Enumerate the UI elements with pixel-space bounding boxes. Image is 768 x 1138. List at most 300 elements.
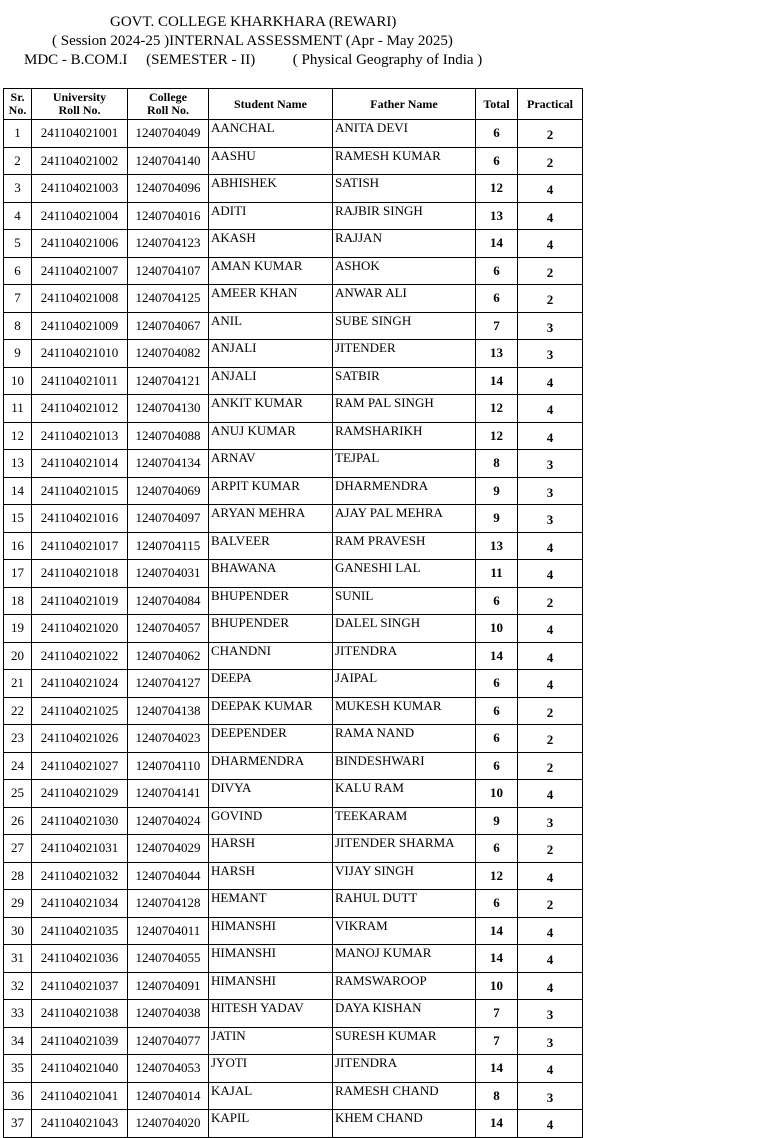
father-name-cell: DALEL SINGH [333, 615, 476, 643]
student-name-cell: ABHISHEK [209, 175, 333, 203]
table-row [4, 422, 583, 450]
total-cell: 12 [476, 395, 518, 423]
father-name-cell: DHARMENDRA [333, 477, 476, 505]
total-cell: 6 [476, 752, 518, 780]
college-roll-cell: 1240704069 [128, 477, 209, 505]
university-roll-cell: 241104021017 [32, 532, 128, 560]
sr-no-cell: 32 [4, 972, 32, 1000]
university-roll-cell: 241104021018 [32, 560, 128, 588]
total-cell: 10 [476, 615, 518, 643]
college-roll-cell: 1240704130 [128, 395, 209, 423]
university-roll-cell: 241104021029 [32, 780, 128, 808]
student-name-cell: CHANDNI [209, 642, 333, 670]
father-name-cell: VIJAY SINGH [333, 862, 476, 890]
sr-no-cell: 37 [4, 1110, 32, 1138]
father-name-cell: ANITA DEVI [333, 120, 476, 148]
father-name-cell: RAMA NAND [333, 725, 476, 753]
total-cell: 14 [476, 230, 518, 258]
table-body [4, 120, 583, 1138]
student-name-cell: HIMANSHI [209, 945, 333, 973]
total-cell: 9 [476, 807, 518, 835]
total-cell: 13 [476, 202, 518, 230]
table-row [4, 257, 583, 285]
total-header: Total [476, 89, 518, 120]
total-cell: 6 [476, 725, 518, 753]
total-cell: 6 [476, 835, 518, 863]
practical-cell: 3 [518, 340, 583, 368]
father-name-cell: RAMSWAROOP [333, 972, 476, 1000]
sr-no-cell: 11 [4, 395, 32, 423]
total-cell: 6 [476, 587, 518, 615]
practical-cell: 2 [518, 697, 583, 725]
university-roll-cell: 241104021004 [32, 202, 128, 230]
student-name-cell: AANCHAL [209, 120, 333, 148]
sr-no-cell: 34 [4, 1027, 32, 1055]
college-roll-cell: 1240704128 [128, 890, 209, 918]
sr-no-cell: 25 [4, 780, 32, 808]
total-cell: 6 [476, 120, 518, 148]
table-row [4, 1110, 583, 1138]
table-row [4, 147, 583, 175]
university-roll-cell: 241104021020 [32, 615, 128, 643]
student-name-cell: DEEPA [209, 670, 333, 698]
student-name-cell: BHUPENDER [209, 615, 333, 643]
sr-no-cell: 18 [4, 587, 32, 615]
table-row [4, 670, 583, 698]
student-name-cell: AASHU [209, 147, 333, 175]
sr-no-cell: 31 [4, 945, 32, 973]
father-name-cell: RAHUL DUTT [333, 890, 476, 918]
father-name-cell: RAJJAN [333, 230, 476, 258]
table-row [4, 642, 583, 670]
practical-cell: 2 [518, 257, 583, 285]
table-row [4, 175, 583, 203]
table-row [4, 560, 583, 588]
father-name-cell: DAYA KISHAN [333, 1000, 476, 1028]
total-cell: 14 [476, 1110, 518, 1138]
college-roll-cell: 1240704125 [128, 285, 209, 313]
college-roll-cell: 1240704091 [128, 972, 209, 1000]
university-roll-cell: 241104021019 [32, 587, 128, 615]
father-name-cell: RAM PAL SINGH [333, 395, 476, 423]
total-cell: 8 [476, 450, 518, 478]
practical-cell: 2 [518, 752, 583, 780]
student-name-cell: KAPIL [209, 1110, 333, 1138]
sr-no-cell: 1 [4, 120, 32, 148]
practical-cell: 3 [518, 312, 583, 340]
practical-cell: 4 [518, 1055, 583, 1083]
practical-cell: 3 [518, 1000, 583, 1028]
university-roll-cell: 241104021038 [32, 1000, 128, 1028]
father-name-cell: SATISH [333, 175, 476, 203]
father-name-cell: RAMSHARIKH [333, 422, 476, 450]
college-roll-cell: 1240704110 [128, 752, 209, 780]
sr-no-cell: 14 [4, 477, 32, 505]
table-row [4, 505, 583, 533]
total-cell: 7 [476, 1027, 518, 1055]
university-roll-cell: 241104021003 [32, 175, 128, 203]
total-cell: 13 [476, 340, 518, 368]
father-name-cell: RAM PRAVESH [333, 532, 476, 560]
total-cell: 7 [476, 312, 518, 340]
student-name-header: Student Name [209, 89, 333, 120]
father-name-cell: SUNIL [333, 587, 476, 615]
sr-no-cell: 27 [4, 835, 32, 863]
university-roll-cell: 241104021030 [32, 807, 128, 835]
sr-no-cell: 7 [4, 285, 32, 313]
university-roll-cell: 241104021024 [32, 670, 128, 698]
practical-cell: 4 [518, 945, 583, 973]
table-row [4, 807, 583, 835]
student-name-cell: ARNAV [209, 450, 333, 478]
college-roll-cell: 1240704127 [128, 670, 209, 698]
sr-no-cell: 9 [4, 340, 32, 368]
university-roll-cell: 241104021037 [32, 972, 128, 1000]
student-name-cell: DIVYA [209, 780, 333, 808]
sr-no-cell: 30 [4, 917, 32, 945]
university-roll-cell: 241104021013 [32, 422, 128, 450]
college-roll-cell: 1240704057 [128, 615, 209, 643]
father-name-cell: BINDESHWARI [333, 752, 476, 780]
sr-no-cell: 21 [4, 670, 32, 698]
student-name-cell: ANKIT KUMAR [209, 395, 333, 423]
university-roll-cell: 241104021014 [32, 450, 128, 478]
practical-cell: 4 [518, 532, 583, 560]
student-name-cell: HARSH [209, 835, 333, 863]
practical-cell: 2 [518, 835, 583, 863]
table-row [4, 1027, 583, 1055]
table-row [4, 752, 583, 780]
total-cell: 12 [476, 422, 518, 450]
student-name-cell: JYOTI [209, 1055, 333, 1083]
assessment-title: ( Session 2024-25 )INTERNAL ASSESSMENT (Apr - May 2025) [52, 33, 453, 49]
student-name-cell: ANJALI [209, 367, 333, 395]
college-roll-cell: 1240704097 [128, 505, 209, 533]
university-roll-cell: 241104021022 [32, 642, 128, 670]
sr-no-cell: 2 [4, 147, 32, 175]
college-roll-cell: 1240704115 [128, 532, 209, 560]
table-row [4, 532, 583, 560]
sr-no-cell: 33 [4, 1000, 32, 1028]
sr-no-header: Sr. No. [4, 89, 32, 120]
father-name-cell: VIKRAM [333, 917, 476, 945]
father-name-cell: SURESH KUMAR [333, 1027, 476, 1055]
total-cell: 14 [476, 945, 518, 973]
college-roll-cell: 1240704096 [128, 175, 209, 203]
total-cell: 6 [476, 890, 518, 918]
university-roll-cell: 241104021040 [32, 1055, 128, 1083]
student-name-cell: ANIL [209, 312, 333, 340]
university-roll-cell: 241104021036 [32, 945, 128, 973]
practical-cell: 4 [518, 367, 583, 395]
sr-no-cell: 8 [4, 312, 32, 340]
sr-no-cell: 19 [4, 615, 32, 643]
total-cell: 6 [476, 670, 518, 698]
table-row [4, 477, 583, 505]
sr-no-cell: 35 [4, 1055, 32, 1083]
practical-cell: 2 [518, 120, 583, 148]
table-row [4, 587, 583, 615]
college-roll-cell: 1240704024 [128, 807, 209, 835]
university-roll-cell: 241104021016 [32, 505, 128, 533]
sr-no-cell: 23 [4, 725, 32, 753]
university-roll-cell: 241104021026 [32, 725, 128, 753]
total-cell: 13 [476, 532, 518, 560]
sr-no-cell: 28 [4, 862, 32, 890]
total-cell: 12 [476, 862, 518, 890]
college-roll-cell: 1240704084 [128, 587, 209, 615]
table-row [4, 780, 583, 808]
total-cell: 7 [476, 1000, 518, 1028]
student-name-cell: HARSH [209, 862, 333, 890]
university-roll-header: University Roll No. [32, 89, 128, 120]
student-name-cell: BHAWANA [209, 560, 333, 588]
practical-cell: 2 [518, 147, 583, 175]
sr-no-cell: 15 [4, 505, 32, 533]
college-roll-cell: 1240704121 [128, 367, 209, 395]
practical-header: Practical [518, 89, 583, 120]
father-name-cell: RAMESH KUMAR [333, 147, 476, 175]
college-roll-cell: 1240704023 [128, 725, 209, 753]
practical-cell: 2 [518, 890, 583, 918]
sr-no-cell: 5 [4, 230, 32, 258]
father-name-cell: SATBIR [333, 367, 476, 395]
student-name-cell: BHUPENDER [209, 587, 333, 615]
student-name-cell: BALVEER [209, 532, 333, 560]
university-roll-cell: 241104021001 [32, 120, 128, 148]
university-roll-cell: 241104021002 [32, 147, 128, 175]
table-header-row [4, 89, 583, 120]
student-name-cell: DEEPAK KUMAR [209, 697, 333, 725]
father-name-cell: MUKESH KUMAR [333, 697, 476, 725]
sr-no-cell: 16 [4, 532, 32, 560]
sr-no-cell: 13 [4, 450, 32, 478]
university-roll-cell: 241104021015 [32, 477, 128, 505]
father-name-cell: AJAY PAL MEHRA [333, 505, 476, 533]
college-roll-cell: 1240704107 [128, 257, 209, 285]
student-name-cell: AKASH [209, 230, 333, 258]
course-subtitle: MDC - B.COM.I (SEMESTER - II) ( Physical Geography of India ) [24, 52, 483, 68]
student-name-cell: KAJAL [209, 1082, 333, 1110]
table-row [4, 972, 583, 1000]
father-name-header: Father Name [333, 89, 476, 120]
college-roll-cell: 1240704014 [128, 1082, 209, 1110]
practical-cell: 4 [518, 422, 583, 450]
practical-cell: 4 [518, 395, 583, 423]
student-name-cell: ANJALI [209, 340, 333, 368]
sr-no-cell: 36 [4, 1082, 32, 1110]
father-name-cell: TEJPAL [333, 450, 476, 478]
father-name-cell: TEEKARAM [333, 807, 476, 835]
student-name-cell: DEEPENDER [209, 725, 333, 753]
sr-no-cell: 20 [4, 642, 32, 670]
university-roll-cell: 241104021039 [32, 1027, 128, 1055]
father-name-cell: JITENDER [333, 340, 476, 368]
student-name-cell: DHARMENDRA [209, 752, 333, 780]
college-roll-cell: 1240704011 [128, 917, 209, 945]
total-cell: 8 [476, 1082, 518, 1110]
student-name-cell: ARPIT KUMAR [209, 477, 333, 505]
father-name-cell: ASHOK [333, 257, 476, 285]
sr-no-cell: 22 [4, 697, 32, 725]
table-row [4, 1082, 583, 1110]
college-roll-cell: 1240704123 [128, 230, 209, 258]
practical-cell: 2 [518, 587, 583, 615]
table-row [4, 1000, 583, 1028]
university-roll-cell: 241104021032 [32, 862, 128, 890]
table-row [4, 312, 583, 340]
table-row [4, 862, 583, 890]
college-roll-cell: 1240704044 [128, 862, 209, 890]
university-roll-cell: 241104021031 [32, 835, 128, 863]
practical-cell: 2 [518, 285, 583, 313]
student-name-cell: HEMANT [209, 890, 333, 918]
student-name-cell: ARYAN MEHRA [209, 505, 333, 533]
college-roll-cell: 1240704053 [128, 1055, 209, 1083]
practical-cell: 4 [518, 780, 583, 808]
university-roll-cell: 241104021025 [32, 697, 128, 725]
table-row [4, 1055, 583, 1083]
total-cell: 10 [476, 780, 518, 808]
practical-cell: 4 [518, 175, 583, 203]
table-row [4, 230, 583, 258]
sr-no-cell: 26 [4, 807, 32, 835]
total-cell: 12 [476, 175, 518, 203]
college-roll-cell: 1240704140 [128, 147, 209, 175]
college-roll-cell: 1240704055 [128, 945, 209, 973]
college-roll-cell: 1240704067 [128, 312, 209, 340]
practical-cell: 4 [518, 670, 583, 698]
table-row [4, 395, 583, 423]
table-row [4, 917, 583, 945]
university-roll-cell: 241104021009 [32, 312, 128, 340]
college-roll-cell: 1240704016 [128, 202, 209, 230]
college-roll-cell: 1240704020 [128, 1110, 209, 1138]
table-row [4, 615, 583, 643]
college-roll-cell: 1240704082 [128, 340, 209, 368]
father-name-cell: JITENDER SHARMA [333, 835, 476, 863]
student-name-cell: ANUJ KUMAR [209, 422, 333, 450]
sr-no-cell: 29 [4, 890, 32, 918]
practical-cell: 4 [518, 202, 583, 230]
father-name-cell: GANESHI LAL [333, 560, 476, 588]
college-roll-cell: 1240704134 [128, 450, 209, 478]
total-cell: 9 [476, 477, 518, 505]
college-roll-cell: 1240704062 [128, 642, 209, 670]
practical-cell: 2 [518, 725, 583, 753]
practical-cell: 4 [518, 642, 583, 670]
table-row [4, 285, 583, 313]
student-name-cell: ADITI [209, 202, 333, 230]
total-cell: 6 [476, 257, 518, 285]
sr-no-cell: 10 [4, 367, 32, 395]
table-row [4, 450, 583, 478]
university-roll-cell: 241104021041 [32, 1082, 128, 1110]
total-cell: 14 [476, 1055, 518, 1083]
practical-cell: 3 [518, 505, 583, 533]
father-name-cell: RAMESH CHAND [333, 1082, 476, 1110]
total-cell: 14 [476, 917, 518, 945]
practical-cell: 4 [518, 1110, 583, 1138]
practical-cell: 3 [518, 477, 583, 505]
college-roll-cell: 1240704141 [128, 780, 209, 808]
sr-no-cell: 4 [4, 202, 32, 230]
practical-cell: 3 [518, 450, 583, 478]
practical-cell: 3 [518, 1027, 583, 1055]
father-name-cell: RAJBIR SINGH [333, 202, 476, 230]
table-row [4, 202, 583, 230]
practical-cell: 4 [518, 230, 583, 258]
table-row [4, 890, 583, 918]
practical-cell: 3 [518, 1082, 583, 1110]
university-roll-cell: 241104021011 [32, 367, 128, 395]
college-roll-cell: 1240704038 [128, 1000, 209, 1028]
college-roll-cell: 1240704049 [128, 120, 209, 148]
college-roll-cell: 1240704031 [128, 560, 209, 588]
college-roll-cell: 1240704077 [128, 1027, 209, 1055]
university-roll-cell: 241104021012 [32, 395, 128, 423]
table-row [4, 945, 583, 973]
student-name-cell: HIMANSHI [209, 972, 333, 1000]
college-roll-cell: 1240704088 [128, 422, 209, 450]
university-roll-cell: 241104021035 [32, 917, 128, 945]
college-roll-cell: 1240704029 [128, 835, 209, 863]
total-cell: 6 [476, 285, 518, 313]
student-name-cell: HITESH YADAV [209, 1000, 333, 1028]
table-row [4, 120, 583, 148]
father-name-cell: JITENDRA [333, 1055, 476, 1083]
college-roll-header: College Roll No. [128, 89, 209, 120]
university-roll-cell: 241104021043 [32, 1110, 128, 1138]
table-row [4, 367, 583, 395]
college-roll-cell: 1240704138 [128, 697, 209, 725]
father-name-cell: JITENDRA [333, 642, 476, 670]
marks-table [3, 88, 583, 1138]
university-roll-cell: 241104021027 [32, 752, 128, 780]
total-cell: 14 [476, 367, 518, 395]
student-name-cell: HIMANSHI [209, 917, 333, 945]
total-cell: 6 [476, 147, 518, 175]
student-name-cell: GOVIND [209, 807, 333, 835]
practical-cell: 4 [518, 972, 583, 1000]
sr-no-cell: 3 [4, 175, 32, 203]
practical-cell: 4 [518, 917, 583, 945]
practical-cell: 4 [518, 615, 583, 643]
practical-cell: 3 [518, 807, 583, 835]
university-roll-cell: 241104021007 [32, 257, 128, 285]
father-name-cell: SUBE SINGH [333, 312, 476, 340]
university-roll-cell: 241104021008 [32, 285, 128, 313]
student-name-cell: JATIN [209, 1027, 333, 1055]
total-cell: 6 [476, 697, 518, 725]
total-cell: 14 [476, 642, 518, 670]
university-roll-cell: 241104021034 [32, 890, 128, 918]
practical-cell: 4 [518, 862, 583, 890]
sr-no-cell: 24 [4, 752, 32, 780]
table-row [4, 697, 583, 725]
total-cell: 11 [476, 560, 518, 588]
father-name-cell: MANOJ KUMAR [333, 945, 476, 973]
university-roll-cell: 241104021010 [32, 340, 128, 368]
table-row [4, 340, 583, 368]
total-cell: 9 [476, 505, 518, 533]
table-row [4, 835, 583, 863]
sr-no-cell: 17 [4, 560, 32, 588]
father-name-cell: KHEM CHAND [333, 1110, 476, 1138]
sr-no-cell: 12 [4, 422, 32, 450]
father-name-cell: KALU RAM [333, 780, 476, 808]
student-name-cell: AMEER KHAN [209, 285, 333, 313]
